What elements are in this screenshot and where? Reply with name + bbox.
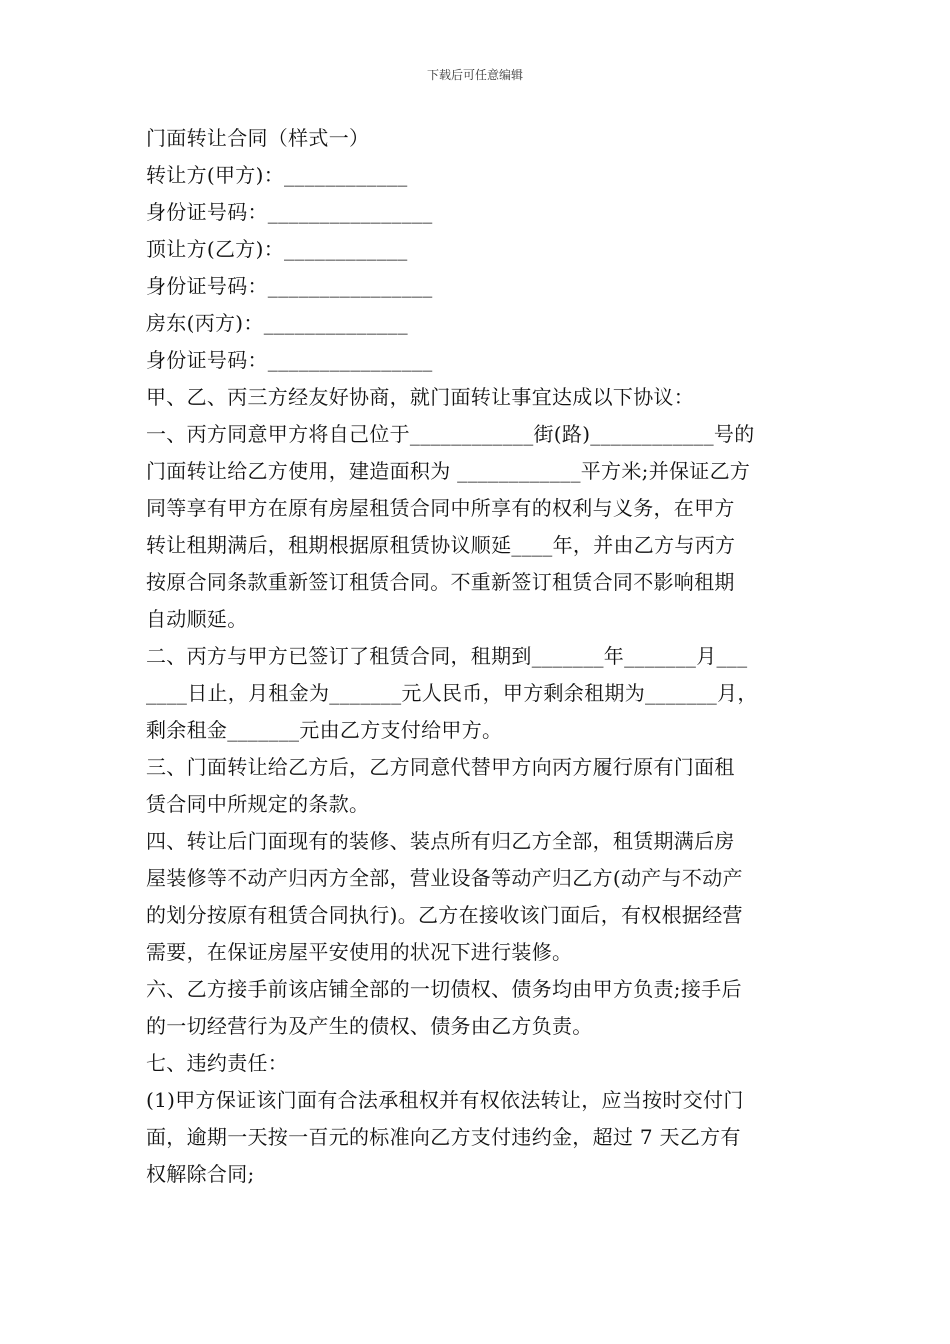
text-line: 赁合同中所规定的条款。 [146, 792, 370, 816]
text-line: ____日止，月租金为_______元人民币，甲方剩余租期为_______月， [146, 681, 758, 705]
text-line: 身份证号码：________________ [146, 348, 433, 372]
text-line: 按原合同条款重新签订租赁合同。不重新签订租赁合同不影响租期 [146, 570, 735, 594]
text-line: 门面转让给乙方使用，建造面积为 ____________平方米;并保证乙方 [146, 459, 751, 483]
text-line: 转让租期满后，租期根据原租赁协议顺延____年，并由乙方与丙方 [146, 533, 736, 557]
text-line: 的一切经营行为及产生的债权、债务由乙方负责。 [146, 1014, 593, 1038]
text-line: 一、丙方同意甲方将自己位于____________街(路)____________号的 [146, 422, 755, 446]
text-line: 甲、乙、丙三方经友好协商，就门面转让事宜达成以下协议： [146, 385, 695, 409]
text-line: 三、门面转让给乙方后，乙方同意代替甲方向丙方履行原有门面租 [146, 755, 735, 779]
text-line: 权解除合同; [146, 1162, 255, 1186]
text-line: 房东(丙方)：______________ [146, 311, 408, 335]
text-line: 二、丙方与甲方已签订了租赁合同，租期到_______年_______月___ [146, 644, 748, 668]
contract-body [146, 120, 814, 1193]
text-line: 六、乙方接手前该店铺全部的一切债权、债务均由甲方负责;接手后 [146, 977, 742, 1001]
text-line: 身份证号码：________________ [146, 200, 433, 224]
text-line: 的划分按原有租赁合同执行)。乙方在接收该门面后，有权根据经营 [146, 903, 743, 927]
text-line: 七、违约责任： [146, 1051, 289, 1075]
text-line: 转让方(甲方)：____________ [146, 163, 408, 187]
text-line: 身份证号码：________________ [146, 274, 433, 298]
text-line: 自动顺延。 [146, 607, 248, 631]
text-line: 同等享有甲方在原有房屋租赁合同中所享有的权利与义务，在甲方 [146, 496, 735, 520]
text-line: 四、转让后门面现有的装修、装点所有归乙方全部，租赁期满后房 [146, 829, 735, 853]
text-line: 顶让方(乙方)：____________ [146, 237, 408, 261]
text-line: 需要，在保证房屋平安使用的状况下进行装修。 [146, 940, 573, 964]
text-line: (1)甲方保证该门面有合法承租权并有权依法转让，应当按时交付门 [146, 1088, 744, 1112]
contract-title: 门面转让合同（样式一） [146, 126, 370, 150]
text-line: 剩余租金_______元由乙方支付给甲方。 [146, 718, 503, 742]
text-line: 面，逾期一天按一百元的标准向乙方支付违约金，超过 7 天乙方有 [146, 1125, 741, 1149]
text-line: 屋装修等不动产归丙方全部，营业设备等动产归乙方(动产与不动产 [146, 866, 743, 890]
page-header: 下载后可任意编辑 [426, 68, 523, 82]
